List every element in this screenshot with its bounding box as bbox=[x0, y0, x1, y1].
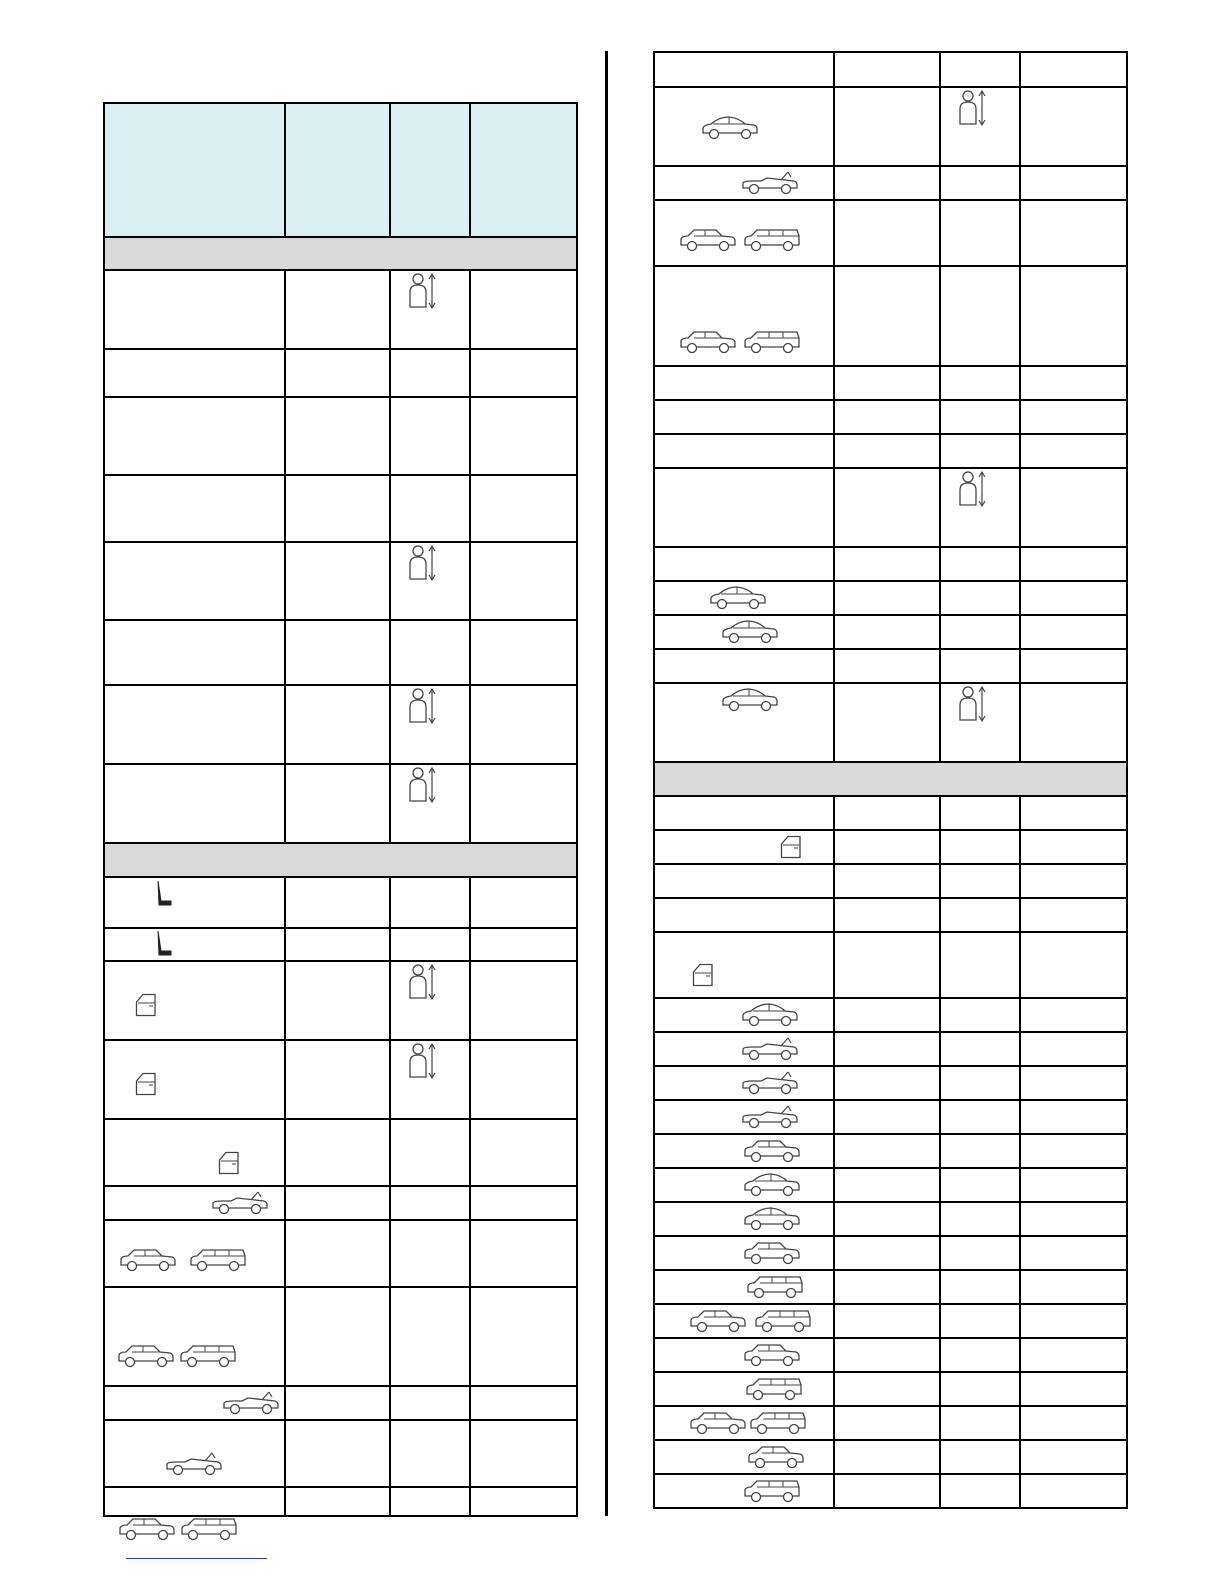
table-row bbox=[654, 998, 1127, 1032]
table-row bbox=[104, 685, 577, 764]
door-icon bbox=[135, 993, 157, 1017]
sedan-car-icon bbox=[743, 1342, 801, 1368]
table-row bbox=[104, 1186, 577, 1220]
wagon-car-icon bbox=[180, 1516, 238, 1542]
table-row bbox=[654, 864, 1127, 898]
table-row bbox=[104, 397, 577, 475]
coupe-car-icon bbox=[741, 1002, 799, 1028]
coupe-car-icon bbox=[709, 585, 767, 611]
table-row bbox=[654, 1168, 1127, 1202]
table-row bbox=[654, 200, 1127, 266]
sedan-car-icon bbox=[689, 1410, 747, 1436]
header-cell bbox=[1020, 52, 1127, 87]
section-cell bbox=[104, 843, 577, 877]
occupant-height-icon bbox=[959, 90, 987, 128]
header-cell bbox=[104, 103, 285, 237]
table-row bbox=[104, 764, 577, 843]
table-row bbox=[654, 898, 1127, 932]
sedan-car-icon bbox=[119, 1247, 177, 1273]
table-row bbox=[654, 1474, 1127, 1508]
occupant-height-icon bbox=[409, 273, 437, 311]
occupant-height-icon bbox=[959, 471, 987, 509]
sedan-car-icon bbox=[679, 329, 737, 355]
section-cell bbox=[654, 762, 1127, 796]
sedan-car-icon bbox=[117, 1343, 175, 1369]
section-row bbox=[654, 762, 1127, 796]
table-row bbox=[654, 1134, 1127, 1168]
header-cell bbox=[834, 52, 940, 87]
sedan-car-icon bbox=[743, 1138, 801, 1164]
table-row bbox=[104, 349, 577, 397]
sedan-car-icon bbox=[747, 1444, 805, 1470]
section-cell bbox=[104, 237, 577, 270]
occupant-height-icon bbox=[409, 688, 437, 726]
table-row bbox=[654, 796, 1127, 830]
header-cell bbox=[285, 103, 390, 237]
table-row bbox=[654, 400, 1127, 434]
section-row bbox=[104, 843, 577, 877]
wagon-car-icon bbox=[749, 1410, 807, 1436]
table-row bbox=[654, 1440, 1127, 1474]
header-cell bbox=[940, 52, 1020, 87]
table-row bbox=[654, 1304, 1127, 1338]
table-row bbox=[654, 1032, 1127, 1066]
table-row bbox=[104, 1386, 577, 1420]
door-icon bbox=[135, 1072, 157, 1096]
sedan-car-icon bbox=[743, 1240, 801, 1266]
occupant-height-icon bbox=[959, 686, 987, 724]
wagon-car-icon bbox=[743, 227, 801, 253]
table-row bbox=[104, 1119, 577, 1186]
coupe-car-icon bbox=[743, 1206, 801, 1232]
door-icon bbox=[692, 963, 714, 987]
table-row bbox=[654, 468, 1127, 547]
table-row bbox=[654, 1372, 1127, 1406]
header-cell bbox=[390, 103, 470, 237]
table-row bbox=[654, 683, 1127, 762]
table-row bbox=[104, 475, 577, 542]
table-row bbox=[654, 1270, 1127, 1304]
convertible-car-icon bbox=[222, 1390, 280, 1416]
table-row bbox=[654, 649, 1127, 683]
header-cell bbox=[470, 103, 577, 237]
convertible-car-icon bbox=[741, 1070, 799, 1096]
wagon-car-icon bbox=[179, 1343, 237, 1369]
table-row bbox=[654, 1066, 1127, 1100]
table-row bbox=[654, 1202, 1127, 1236]
table-row bbox=[104, 961, 577, 1040]
table-row bbox=[104, 1420, 577, 1487]
convertible-car-icon bbox=[741, 170, 799, 196]
table-row bbox=[654, 1100, 1127, 1134]
coupe-car-icon bbox=[743, 1172, 801, 1198]
table-header-row bbox=[654, 52, 1127, 87]
header-cell bbox=[654, 52, 834, 87]
table-row bbox=[654, 615, 1127, 649]
coupe-car-icon bbox=[701, 115, 759, 141]
table-row bbox=[104, 270, 577, 349]
table-row bbox=[654, 830, 1127, 864]
table-row bbox=[654, 547, 1127, 581]
sedan-car-icon bbox=[679, 227, 737, 253]
table-row bbox=[654, 1406, 1127, 1440]
wagon-car-icon bbox=[189, 1247, 247, 1273]
door-icon bbox=[218, 1151, 240, 1175]
table-row bbox=[104, 1040, 577, 1119]
wagon-car-icon bbox=[746, 1274, 804, 1300]
table-row bbox=[654, 581, 1127, 615]
sedan-car-icon bbox=[118, 1516, 176, 1542]
table-row bbox=[654, 366, 1127, 400]
wagon-car-icon bbox=[743, 329, 801, 355]
table-row bbox=[104, 1220, 577, 1287]
coupe-car-icon bbox=[721, 687, 779, 713]
table-row bbox=[654, 166, 1127, 200]
convertible-car-icon bbox=[165, 1451, 223, 1477]
table-row bbox=[104, 877, 577, 928]
occupant-height-icon bbox=[409, 964, 437, 1002]
table-row bbox=[654, 1338, 1127, 1372]
sedan-car-icon bbox=[689, 1308, 747, 1334]
link-underline bbox=[126, 1558, 267, 1559]
convertible-car-icon bbox=[211, 1190, 269, 1216]
right-table bbox=[653, 51, 1128, 1509]
seat-icon bbox=[155, 880, 173, 908]
seat-icon bbox=[155, 930, 173, 958]
occupant-height-icon bbox=[409, 1043, 437, 1081]
occupant-height-icon bbox=[409, 545, 437, 583]
table-row bbox=[654, 1236, 1127, 1270]
wagon-car-icon bbox=[743, 1478, 801, 1504]
door-icon bbox=[780, 835, 802, 859]
occupant-height-icon bbox=[409, 767, 437, 805]
section-row bbox=[104, 237, 577, 270]
convertible-car-icon bbox=[741, 1104, 799, 1130]
column-divider bbox=[605, 51, 608, 1516]
coupe-car-icon bbox=[721, 619, 779, 645]
table-row bbox=[654, 87, 1127, 166]
table-row bbox=[654, 434, 1127, 468]
table-header-row bbox=[104, 103, 577, 237]
table-row bbox=[654, 266, 1127, 366]
table-row bbox=[104, 620, 577, 685]
table-row bbox=[654, 932, 1127, 998]
table-row bbox=[104, 1287, 577, 1386]
wagon-car-icon bbox=[745, 1376, 803, 1402]
wagon-car-icon bbox=[754, 1308, 812, 1334]
table-row bbox=[104, 542, 577, 620]
convertible-car-icon bbox=[741, 1036, 799, 1062]
table-row bbox=[104, 1487, 577, 1516]
left-table bbox=[103, 102, 578, 1517]
table-row bbox=[104, 928, 577, 961]
